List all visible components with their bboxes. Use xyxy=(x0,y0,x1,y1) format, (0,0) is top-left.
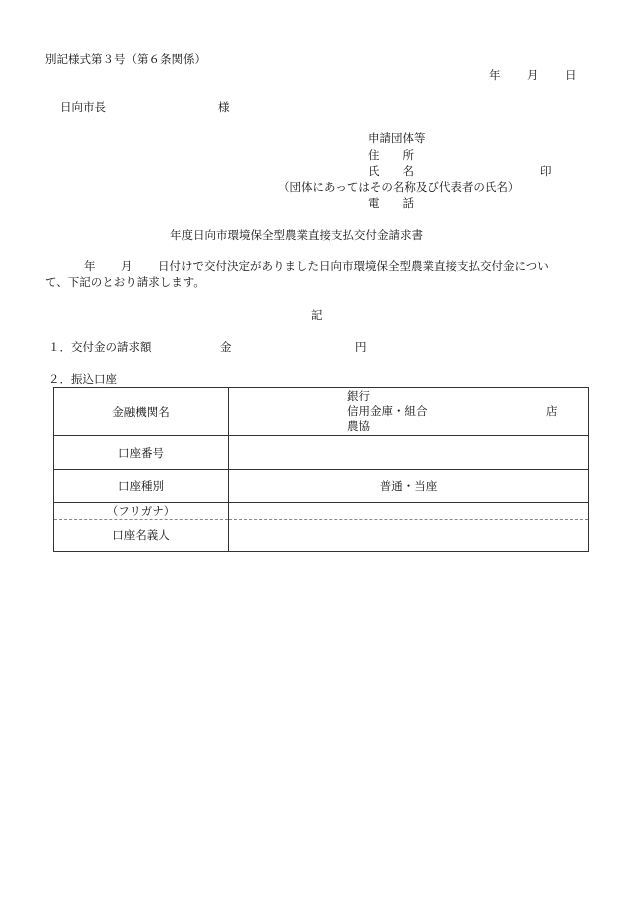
date-day-label: 日 xyxy=(565,68,577,82)
applicant-org-label: 申請団体等 xyxy=(368,131,426,145)
account-number-label: 口座番号 xyxy=(118,445,164,460)
account-type-value: 普通・当座 xyxy=(379,479,438,493)
table-row xyxy=(54,436,589,470)
account-number-value-cell[interactable] xyxy=(229,436,589,470)
document-title: 年度日向市環境保全型農業直接支払交付金請求書 xyxy=(170,228,423,242)
item1-label: １．交付金の請求額 xyxy=(48,340,152,354)
date-year-label: 年 xyxy=(489,68,501,82)
bank-option: 銀行 xyxy=(347,389,370,403)
applicant-phone-label: 電 話 xyxy=(368,196,414,210)
body-line1: 日付けで交付決定がありました日向市環境保全型農業直接支払交付金につい xyxy=(158,259,549,273)
seal-mark: 印 xyxy=(540,164,552,178)
account-type-label-cell xyxy=(54,470,229,503)
table-row xyxy=(54,388,589,436)
body-year: 年 xyxy=(84,259,96,273)
form-number: 別記様式第３号（第６条関係） xyxy=(45,52,206,66)
body-line2: て、下記のとおり請求します。 xyxy=(45,275,205,289)
account-type-value-cell[interactable] xyxy=(229,470,589,503)
applicant-address-label: 住 所 xyxy=(368,148,414,162)
account-type-label: 口座種別 xyxy=(118,479,164,493)
holder-value-cell[interactable] xyxy=(229,503,589,552)
bank-account-table xyxy=(53,387,589,552)
date-month-label: 月 xyxy=(527,68,539,82)
addressee-honorific: 様 xyxy=(218,100,230,114)
holder-label-cell xyxy=(54,503,229,552)
item2-label: ２．振込口座 xyxy=(48,372,117,386)
institution-label: 金融機関名 xyxy=(112,404,170,419)
item1-kin: 金 xyxy=(220,340,232,354)
addressee-name: 日向市長 xyxy=(60,100,106,114)
applicant-name-label: 氏 名 xyxy=(368,164,414,178)
furigana-divider xyxy=(229,519,588,520)
applicant-note: （団体にあってはその名称及び代表者の氏名） xyxy=(278,180,520,194)
item1-yen: 円 xyxy=(355,340,367,354)
institution-value-cell[interactable] xyxy=(229,388,589,436)
table-row xyxy=(54,470,589,503)
furigana-label: （フリガナ） xyxy=(54,503,228,520)
account-number-label-cell xyxy=(54,436,229,470)
nokyo-option: 農協 xyxy=(347,419,370,433)
institution-label-cell xyxy=(54,388,229,436)
shinkin-option: 信用金庫・組合 xyxy=(347,404,428,418)
branch-label: 店 xyxy=(546,404,558,418)
holder-label: 口座名義人 xyxy=(112,528,170,542)
body-month: 月 xyxy=(121,259,133,273)
ki-mark: 記 xyxy=(311,308,323,322)
table-row xyxy=(54,503,589,552)
